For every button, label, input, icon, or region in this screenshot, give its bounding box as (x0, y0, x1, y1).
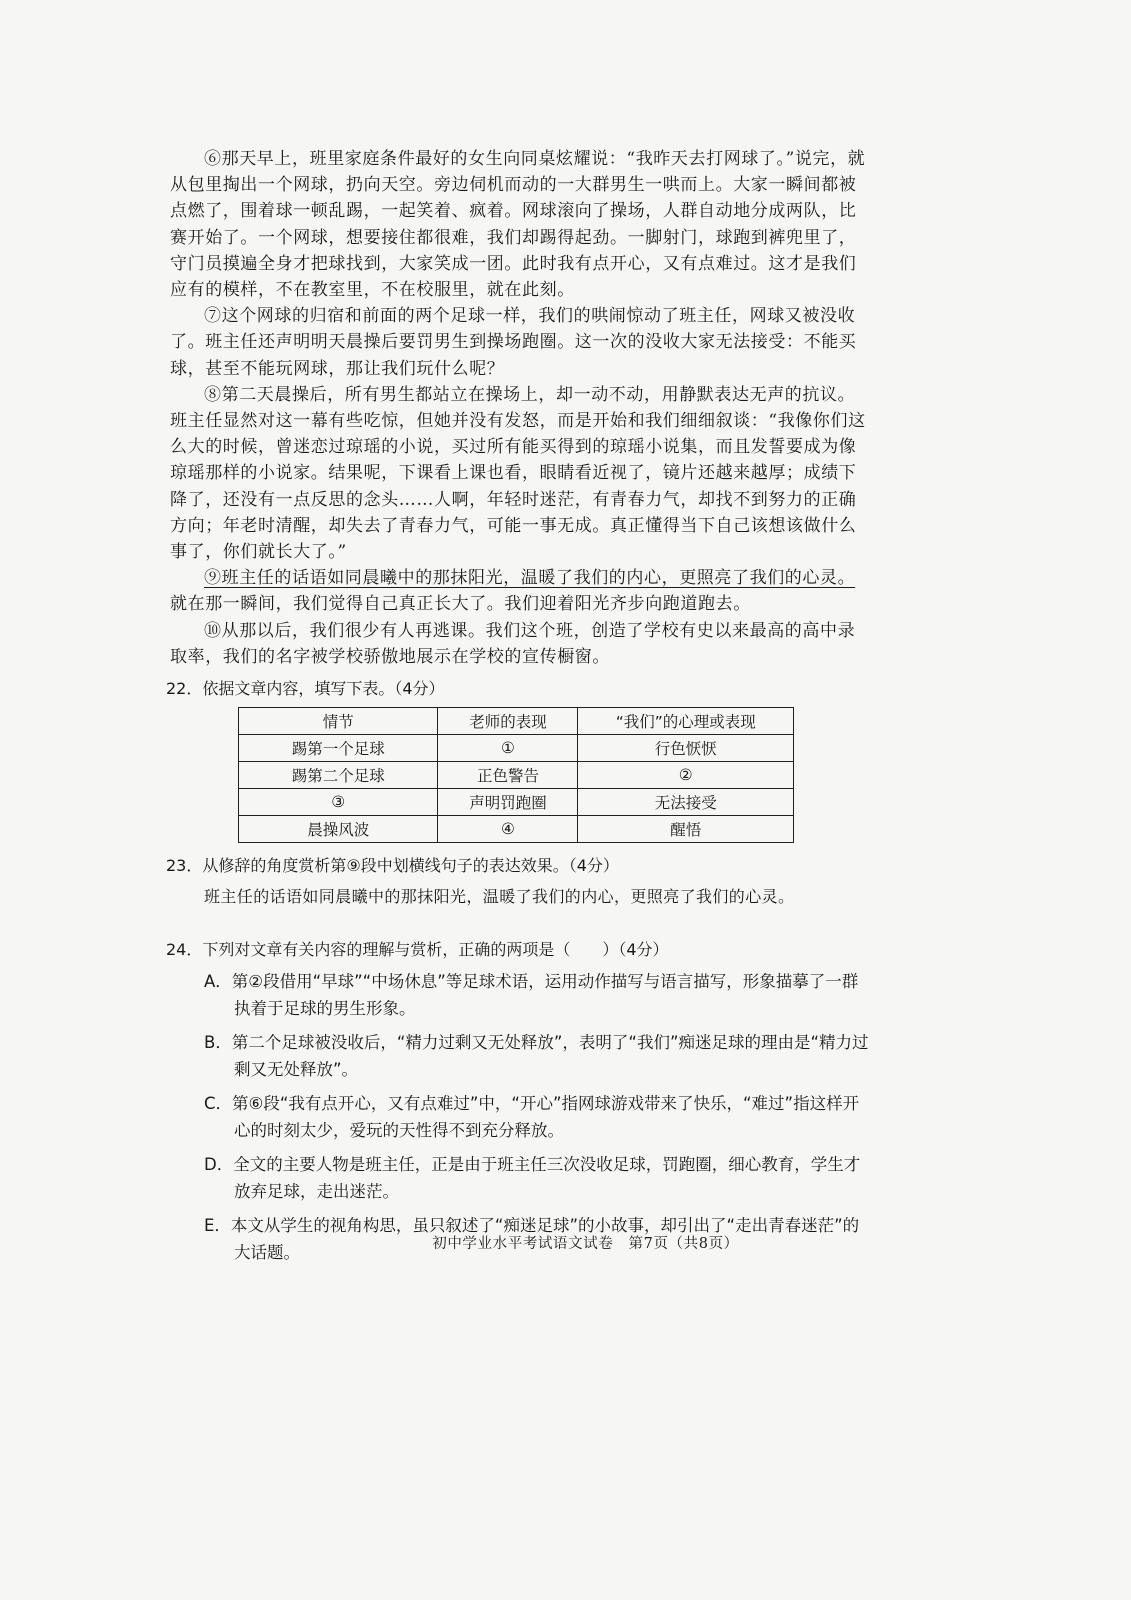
header-teacher: 老师的表现 (438, 708, 578, 735)
table-header-row (239, 708, 794, 735)
paragraph-9-rest: 就在那一瞬间，我们觉得自己真正长大了。我们迎着阳光齐步向跑道跑去。 (170, 594, 751, 615)
question-24-prompt: 24．下列对文章有关内容的理解与赏析，正确的两项是（ ）（4分） (166, 940, 669, 960)
table-cell: 踢第二个足球 (239, 762, 438, 789)
paragraph-10: ⑩从那以后，我们很少有人再逃课。我们这个班，创造了学校有史以来最高的高中录取率，我们的名字被学校骄傲地展示在学校的宣传橱窗。 (170, 620, 856, 667)
question-23-prompt: 23．从修辞的角度赏析第⑨段中划横线句子的表达效果。（4分） (166, 856, 619, 876)
paragraph-8: ⑧第二天晨操后，所有男生都站立在操场上，却一动不动，用静默表达无声的抗议。班主任显然对这一幕有些吃惊，但她并没有发怒，而是开始和我们细细叙谈：“我像你们这么大的时候，曾迷恋过琼瑶的小说，买过所有能买得到的琼瑶小说集，而且发誓要成为像琼瑶那样的小说家。结果呢，下课看上课也看，眼睛看近视了，镜片还越来越厚；成绩下降了，还没有一点反思的念头……人啊，年轻时迷茫，有青春力气，却找不到努力的正确方向；年老时清醒，却失去了青春力气，可能一事无成。真正懂得当下自己该想该做什么事了，你们就长大了。” (170, 384, 866, 563)
paragraph-9 (170, 565, 870, 617)
table-row (239, 735, 794, 762)
option-e[interactable]: E．本文从学生的视角构思，虽只叙述了“痴迷足球”的小故事，却引出了“走出青春迷茫”的大话题。 (204, 1216, 860, 1263)
table-row (239, 816, 794, 843)
header-students: “我们”的心理或表现 (578, 708, 794, 735)
header-plot: 情节 (239, 708, 438, 735)
option-d[interactable]: D．全文的主要人物是班主任，正是由于班主任三次没收足球，罚跑圈，细心教育，学生才放弃足球，走出迷茫。 (204, 1155, 861, 1202)
table-row (239, 762, 794, 789)
underlined-sentence: ⑨班主任的话语如同晨曦中的那抹阳光，温暖了我们的内心，更照亮了我们的心灵。 (204, 568, 856, 589)
answer-blank-4[interactable]: ④ (438, 816, 578, 843)
table-cell: 行色恹恹 (578, 735, 794, 762)
page-content (166, 146, 870, 1273)
table-cell: 正色警告 (438, 762, 578, 789)
page-footer: 初中学业水平考试语文试卷 第7页（共8页） (432, 1236, 739, 1252)
table-cell: 踢第一个足球 (239, 735, 438, 762)
question-22-table (238, 707, 794, 843)
answer-blank-2[interactable]: ② (578, 762, 794, 789)
table-cell: 声明罚跑圈 (438, 789, 578, 816)
answer-blank-1[interactable]: ① (438, 735, 578, 762)
question-23-quote: 班主任的话语如同晨曦中的那抹阳光，温暖了我们的内心，更照亮了我们的心灵。 (204, 887, 795, 907)
table-cell: 醒悟 (578, 816, 794, 843)
answer-blank-3[interactable]: ③ (239, 789, 438, 816)
table-cell: 晨操风波 (239, 816, 438, 843)
question-22-prompt: 22．依据文章内容，填写下表。（4分） (166, 679, 445, 699)
option-c[interactable]: C．第⑥段“我有点开心，又有点难过”中，“开心”指网球游戏带来了快乐，“难过”指这样开心的时刻太少，爱玩的天性得不到充分释放。 (204, 1094, 860, 1141)
question-24-options (204, 968, 870, 1266)
table-row (239, 789, 794, 816)
option-a[interactable]: A．第②段借用“早球”“中场休息”等足球术语，运用动作描写与语言描写，形象描摹了一群执着于足球的男生形象。 (204, 972, 859, 1019)
option-b[interactable]: B．第二个足球被没收后，“精力过剩又无处释放”，表明了“我们”痴迷足球的理由是“精力过剩又无处释放”。 (204, 1033, 869, 1080)
paragraph-7: ⑦这个网球的归宿和前面的两个足球一样，我们的哄闹惊动了班主任，网球又被没收了。班主任还声明明天晨操后要罚男生到操场跑圈。这一次的没收大家无法接受：不能买球，甚至不能玩网球，那让我们玩什么呢？ (170, 306, 857, 379)
paragraph-6: ⑥那天早上，班里家庭条件最好的女生向同桌炫耀说：“我昨天去打网球了。”说完，就从包里掏出一个网球，扔向天空。旁边伺机而动的一大群男生一哄而上。大家一瞬间都被点燃了，围着球一顿乱踢，一起笑着、疯着。网球滚向了操场，人群自动地分成两队，比赛开始了。一个网球，想要接住都很难，我们却踢得起劲。一脚射门，球跑到裤兜里了，守门员摸遍全身才把球找到，大家笑成一团。此时我有点开心，又有点难过。这才是我们应有的模样，不在教室里，不在校服里，就在此刻。 (170, 149, 866, 301)
table-cell: 无法接受 (578, 789, 794, 816)
